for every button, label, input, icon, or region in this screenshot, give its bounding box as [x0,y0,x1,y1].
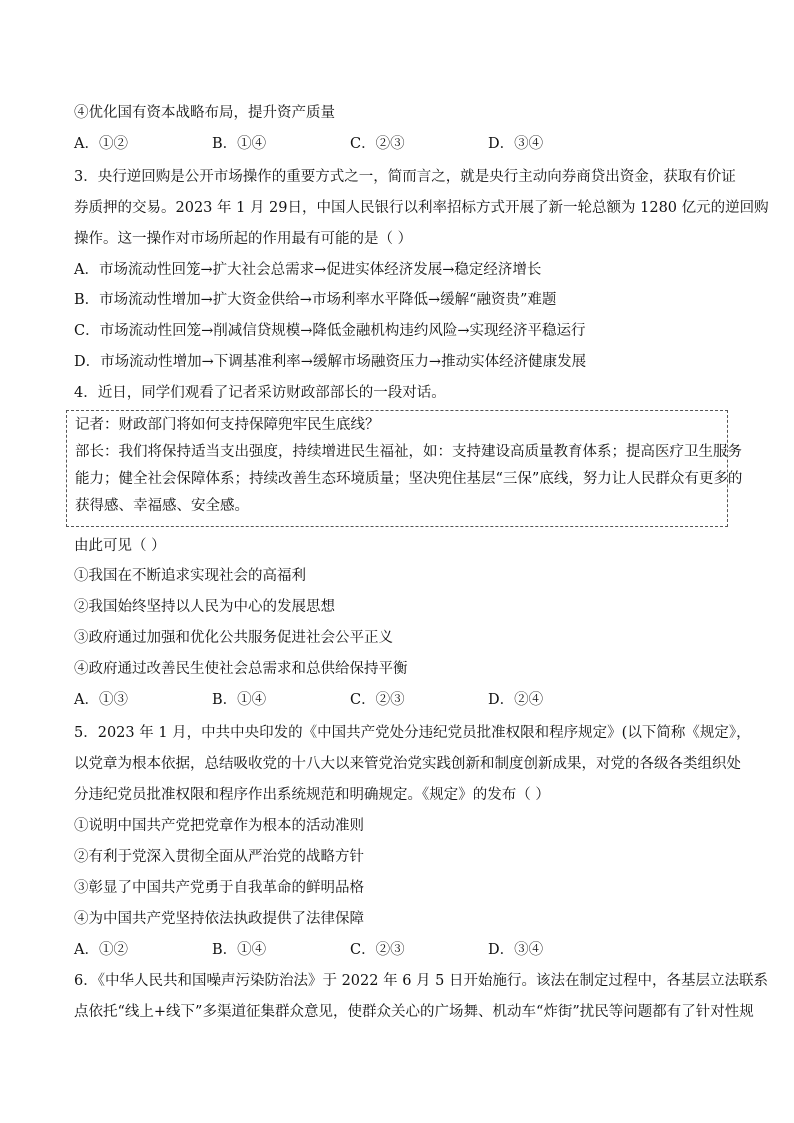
q4-option-d: D．②④ [488,692,544,708]
q4-item-4: ④政府通过改善民生使社会总需求和总供给保持平衡 [74,661,408,677]
q4-item-1: ①我国在不断追求实现社会的高福利 [74,568,306,584]
q2-option-d: D．③④ [488,136,544,152]
q5-option-d: D．③④ [488,942,544,958]
q3-choice-b: B．市场流动性增加→扩大资金供给→市场利率水平降低→缓解“融资贵”难题 [74,292,557,308]
q4-box-line-2: 部长：我们将保持适当支出强度，持续增进民生福祉，如：支持建设高质量教育体系；提高医疗卫生服务 [75,444,742,460]
q4-dialogue-box [66,410,743,527]
q2-item-4: ④优化国有资本战略布局，提升资产质量 [74,105,335,121]
q3-choice-c: C．市场流动性回笼→削减信贷规模→降低金融机构违约风险→实现经济平稳运行 [74,323,586,339]
q5-item-1: ①说明中国共产党把党章作为根本的活动准则 [74,818,364,834]
q5-stem-line-3: 分违纪党员批准权限和程序作出系统规范和明确规定。《规定》的发布（ ） [74,787,550,803]
q3-choice-a: A．市场流动性回笼→扩大社会总需求→促进实体经济发展→稳定经济增长 [74,262,542,278]
q5-item-4: ④为中国共产党坚持依法执政提供了法律保障 [74,911,364,927]
q3-stem-line-2: 券质押的交易。2023 年 1 月 29日，中国人民银行以利率招标方式开展了新一轮总额为 1280 亿元的逆回购 [74,200,769,216]
q5-item-2: ②有利于党深入贯彻全面从严治党的战略方针 [74,849,364,865]
q2-option-b: B．①④ [212,136,267,152]
q6-stem-line-1: 6．《中华人民共和国噪声污染防治法》于 2022 年 6 月 5 日开始施行。该法在制定过程中，各基层立法联系 [74,973,768,989]
q2-option-c: C．②③ [350,136,405,152]
q4-box-line-4: 获得感、幸福感、安全感。 [75,498,249,514]
q5-stem-line-1: 5．2023 年 1 月，中共中央印发的《中国共产党处分违纪党员批准权限和程序规定》(以下简称《规定》， [74,725,751,741]
q5-option-b: B．①④ [212,942,267,958]
q4-item-3: ③政府通过加强和优化公共服务促进社会公平正义 [74,630,393,646]
q5-item-3: ③彰显了中国共产党勇于自我革命的鲜明品格 [74,880,364,896]
q4-prompt: 由此可见（ ） [74,538,166,554]
q4-box-line-3: 能力；健全社会保障体系；持续改善生态环境质量；坚决兜住基层“三保”底线，努力让人民群众有更多的 [75,471,743,487]
q4-stem: 4．近日，同学们观看了记者采访财政部部长的一段对话。 [74,385,446,401]
q3-stem-line-3: 操作。这一操作对市场所起的作用最有可能的是（ ） [74,231,413,247]
q2-option-a: A．①② [74,136,128,152]
q3-choice-d: D．市场流动性增加→下调基准利率→缓解市场融资压力→推动实体经济健康发展 [74,354,587,370]
q5-option-a: A．①② [74,942,128,958]
q4-item-2: ②我国始终坚持以人民为中心的发展思想 [74,599,335,615]
q4-option-a: A．①③ [74,692,128,708]
q5-option-c: C．②③ [350,942,405,958]
q3-stem-line-1: 3．央行逆回购是公开市场操作的重要方式之一，简而言之，就是央行主动向券商贷出资金，获取有价证 [74,169,736,185]
q4-box-line-1: 记者：财政部门将如何支持保障兜牢民生底线？ [75,417,380,433]
q5-stem-line-2: 以党章为根本依据，总结吸收党的十八大以来管党治党实践创新和制度创新成果，对党的各级各类组织处 [74,756,741,772]
q4-option-c: C．②③ [350,692,405,708]
q4-option-b: B．①④ [212,692,267,708]
q6-stem-line-2: 点依托“线上+线下”多渠道征集群众意见，使群众关心的广场舞、机动车“炸街”扰民等问题都有了针对性规 [74,1004,754,1020]
